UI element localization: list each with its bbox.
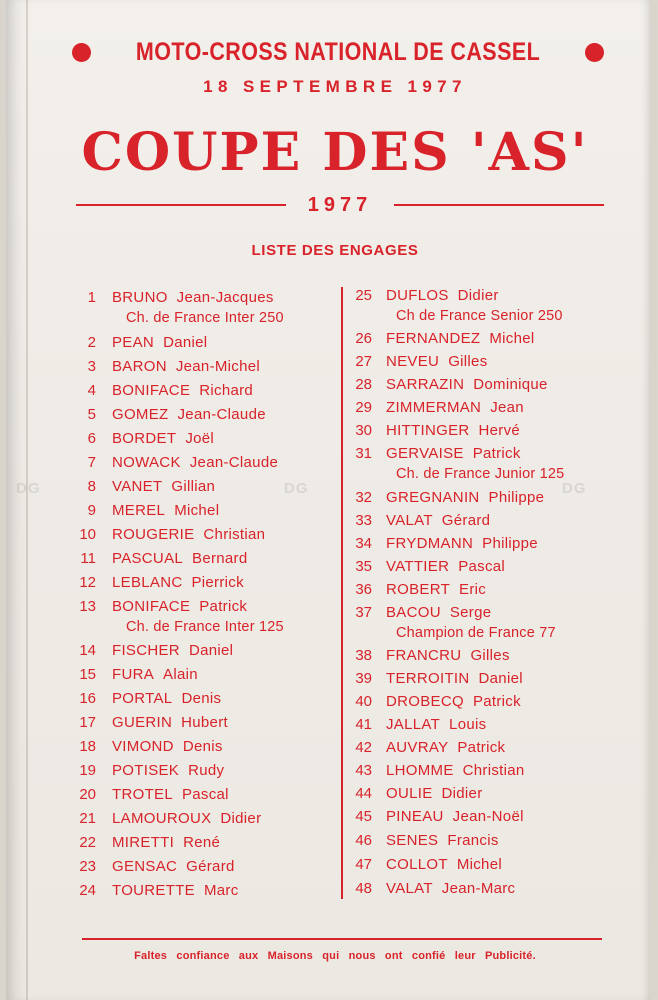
rider-first-name: Joël: [185, 430, 215, 447]
rider-first-name: Serge: [449, 604, 492, 621]
rider-last-name: DUFLOS: [386, 287, 449, 304]
entry-name: [112, 356, 260, 377]
watermark-2: DG: [284, 480, 309, 497]
entry-name: [386, 760, 525, 781]
rider-last-name: LAMOUROUX: [112, 810, 212, 827]
column-divider: [341, 287, 343, 899]
rider-last-name: VALAT: [386, 512, 433, 529]
rider-first-name: Gilles: [448, 353, 488, 370]
rider-first-name: Michel: [174, 502, 220, 519]
entry-name: [386, 397, 524, 418]
rider-first-name: Michel: [489, 330, 535, 347]
entry-number: 10: [79, 526, 96, 543]
year-left-rule: [76, 204, 286, 206]
entry-number: 40: [355, 693, 372, 710]
entry-number: 35: [355, 558, 372, 575]
rider-last-name: FURA: [112, 666, 155, 683]
entry-name: [112, 856, 235, 877]
watermark-1: DG: [16, 480, 41, 497]
entry-name: [386, 487, 544, 508]
rider-last-name: VALAT: [386, 880, 433, 897]
rider-first-name: Jean-Marc: [441, 880, 516, 897]
rider-last-name: MIRETTI: [112, 834, 175, 851]
rider-first-name: Richard: [199, 382, 254, 399]
entry-number: 39: [355, 670, 372, 687]
year-row: [76, 192, 604, 218]
rider-first-name: Jean: [490, 399, 524, 416]
entry-name: [386, 420, 520, 441]
rider-last-name: GENSAC: [112, 858, 178, 875]
rider-first-name: Rudy: [188, 762, 225, 779]
entry-title-note: Ch. de France Inter 125: [126, 619, 284, 635]
entry-number: 14: [79, 642, 96, 659]
watermark-3: DG: [562, 480, 587, 497]
entry-name: [386, 443, 521, 464]
rider-last-name: PEAN: [112, 334, 155, 351]
entry-number: 20: [79, 786, 96, 803]
entry-number: 43: [355, 762, 372, 779]
event-title: MOTO-CROSS NATIONAL DE CASSEL: [135, 37, 541, 66]
rider-last-name: ROUGERIE: [112, 526, 195, 543]
entry-name: [112, 596, 247, 617]
rider-first-name: Marc: [203, 882, 239, 899]
rider-first-name: Jean-Claude: [177, 406, 266, 423]
rider-first-name: Patrick: [199, 598, 248, 615]
rider-first-name: Patrick: [472, 445, 521, 462]
rider-last-name: NOWACK: [112, 454, 181, 471]
entry-number: 11: [80, 550, 96, 567]
entry-name: [112, 380, 253, 401]
rider-first-name: Francis: [447, 832, 499, 849]
entry-number: 25: [355, 287, 372, 304]
paper-sheet: [6, 0, 650, 1000]
entry-number: 16: [79, 690, 96, 707]
entry-number: 38: [355, 647, 372, 664]
entry-name: [112, 524, 265, 545]
rider-first-name: Dominique: [473, 376, 548, 393]
entry-name: [386, 830, 499, 851]
rider-first-name: Christian: [462, 762, 525, 779]
rider-last-name: FRYDMANN: [386, 535, 474, 552]
entry-name: [386, 351, 488, 372]
entry-number: 1: [87, 289, 96, 306]
entry-number: 48: [355, 880, 372, 897]
entry-number: 12: [79, 574, 96, 591]
rider-first-name: Eric: [459, 581, 487, 598]
right-dot-icon: [585, 43, 604, 62]
entry-number: 29: [355, 399, 372, 416]
rider-last-name: PORTAL: [112, 690, 173, 707]
rider-last-name: SENES: [386, 832, 439, 849]
rider-last-name: GUERIN: [112, 714, 173, 731]
entry-name: [112, 428, 214, 449]
rider-last-name: FISCHER: [112, 642, 180, 659]
rider-first-name: Patrick: [472, 693, 521, 710]
entry-number: 8: [87, 478, 96, 495]
entry-number: 9: [87, 502, 96, 519]
rider-first-name: Patrick: [457, 739, 506, 756]
rider-last-name: ZIMMERMAN: [386, 399, 482, 416]
rider-last-name: GREGNANIN: [386, 489, 480, 506]
rider-last-name: GERVAISE: [386, 445, 464, 462]
rider-first-name: Denis: [181, 690, 222, 707]
rider-first-name: Pascal: [181, 786, 229, 803]
rider-last-name: TROTEL: [112, 786, 173, 803]
entry-name: [112, 736, 223, 757]
entry-name: [112, 572, 244, 593]
entry-name: [112, 712, 228, 733]
rider-last-name: BONIFACE: [112, 382, 191, 399]
rider-first-name: Jean-Jacques: [176, 289, 274, 306]
cup-year: 1977: [307, 193, 373, 216]
rider-first-name: Daniel: [478, 670, 523, 687]
rider-first-name: René: [183, 834, 221, 851]
entry-name: [112, 476, 215, 497]
entry-name: [112, 548, 247, 569]
list-title: LISTE DES ENGAGES: [251, 242, 419, 259]
entry-name: [386, 285, 499, 306]
entry-name: [386, 806, 524, 827]
rider-first-name: Alain: [163, 666, 198, 683]
rider-first-name: Daniel: [163, 334, 208, 351]
entry-title-note: Ch. de France Junior 125: [396, 466, 565, 482]
cup-title: COUPE DES 'AS': [81, 122, 589, 183]
entry-title-note: Ch de France Senior 250: [396, 308, 563, 324]
entry-number: 27: [355, 353, 372, 370]
entry-name: [112, 760, 224, 781]
rider-first-name: Jean-Noël: [452, 808, 524, 825]
rider-last-name: GOMEZ: [112, 406, 169, 423]
rider-last-name: LHOMME: [386, 762, 454, 779]
rider-first-name: Michel: [456, 856, 502, 873]
entry-number: 28: [355, 376, 372, 393]
entry-number: 3: [87, 358, 96, 375]
rider-last-name: LEBLANC: [112, 574, 183, 591]
entry-number: 47: [355, 856, 372, 873]
rider-first-name: Philippe: [482, 535, 538, 552]
entry-name: [386, 374, 548, 395]
entry-name: [112, 664, 198, 685]
entry-name: [112, 640, 233, 661]
entry-name: [112, 500, 219, 521]
rider-last-name: HITTINGER: [386, 422, 470, 439]
rider-first-name: Jean-Michel: [175, 358, 261, 375]
entry-number: 21: [79, 810, 96, 827]
entry-number: 30: [355, 422, 372, 439]
rider-first-name: Pascal: [458, 558, 506, 575]
rider-last-name: BORDET: [112, 430, 177, 447]
rider-last-name: PINEAU: [386, 808, 444, 825]
entry-number: 32: [355, 489, 372, 506]
entry-name: [386, 533, 538, 554]
entry-number: 13: [79, 598, 96, 615]
footer-rule: [82, 938, 602, 940]
entry-number: 5: [87, 406, 96, 423]
rider-last-name: TOURETTE: [112, 882, 195, 899]
entry-name: [112, 688, 221, 709]
rider-last-name: FRANCRU: [386, 647, 462, 664]
entry-number: 33: [355, 512, 372, 529]
entry-number: 44: [355, 785, 372, 802]
entry-number: 19: [79, 762, 96, 779]
rider-last-name: BRUNO: [112, 289, 168, 306]
year-right-rule: [394, 204, 604, 206]
title-row: [72, 34, 604, 70]
entry-number: 22: [79, 834, 96, 851]
rider-first-name: Hubert: [181, 714, 228, 731]
rider-last-name: POTISEK: [112, 762, 180, 779]
entry-name: [112, 832, 220, 853]
entry-title-note: Ch. de France Inter 250: [126, 310, 284, 326]
entry-name: [112, 287, 274, 308]
entry-number: 46: [355, 832, 372, 849]
entry-name: [386, 878, 515, 899]
rider-last-name: OULIE: [386, 785, 433, 802]
footer-text: Faltes confiance aux Maisons qui nous ont confié leur Publicité.: [134, 950, 536, 962]
rider-last-name: VANET: [112, 478, 163, 495]
entry-number: 36: [355, 581, 372, 598]
entry-number: 6: [87, 430, 96, 447]
entry-name: [112, 452, 278, 473]
rider-first-name: Pierrick: [191, 574, 244, 591]
rider-last-name: TERROITIN: [386, 670, 470, 687]
entry-number: 4: [87, 382, 96, 399]
entry-number: 26: [355, 330, 372, 347]
rider-last-name: COLLOT: [386, 856, 448, 873]
entry-name: [386, 579, 486, 600]
entry-number: 18: [79, 738, 96, 755]
rider-first-name: Philippe: [488, 489, 545, 506]
entry-name: [386, 328, 535, 349]
entry-name: [386, 714, 486, 735]
rider-first-name: Gérard: [186, 858, 235, 875]
rider-last-name: BACOU: [386, 604, 441, 621]
rider-first-name: Gérard: [441, 512, 491, 529]
rider-last-name: AUVRAY: [386, 739, 449, 756]
rider-first-name: Louis: [449, 716, 487, 733]
entry-name: [112, 880, 239, 901]
entry-number: 41: [355, 716, 372, 733]
entry-name: [386, 737, 505, 758]
entry-name: [386, 783, 483, 804]
entry-name: [386, 510, 490, 531]
entry-title-note: Champion de France 77: [396, 625, 556, 641]
rider-last-name: MEREL: [112, 502, 166, 519]
rider-last-name: BARON: [112, 358, 167, 375]
rider-first-name: Jean-Claude: [189, 454, 279, 471]
rider-first-name: Didier: [220, 810, 262, 827]
entry-name: [386, 668, 523, 689]
entry-number: 23: [79, 858, 96, 875]
rider-first-name: Hervé: [478, 422, 521, 439]
rider-last-name: SARRAZIN: [386, 376, 465, 393]
rider-first-name: Didier: [457, 287, 499, 304]
entry-name: [386, 691, 521, 712]
rider-last-name: VATTIER: [386, 558, 450, 575]
rider-first-name: Bernard: [192, 550, 248, 567]
entry-name: [112, 808, 261, 829]
rider-last-name: NEVEU: [386, 353, 440, 370]
rider-last-name: VIMOND: [112, 738, 174, 755]
rider-last-name: DROBECQ: [386, 693, 464, 710]
rider-first-name: Denis: [182, 738, 223, 755]
entry-name: [386, 602, 491, 623]
rider-last-name: FERNANDEZ: [386, 330, 481, 347]
rider-first-name: Didier: [441, 785, 483, 802]
left-dot-icon: [72, 43, 91, 62]
event-date: 18 SEPTEMBRE 1977: [203, 77, 467, 96]
rider-last-name: PASCUAL: [112, 550, 184, 567]
rider-first-name: Gilles: [470, 647, 510, 664]
entry-name: [386, 556, 505, 577]
rider-first-name: Christian: [203, 526, 266, 543]
entry-number: 42: [355, 739, 372, 756]
entry-number: 37: [355, 604, 372, 621]
entry-name: [112, 404, 266, 425]
rider-first-name: Gillian: [171, 478, 216, 495]
entry-name: [386, 854, 502, 875]
entry-number: 45: [355, 808, 372, 825]
entry-name: [386, 645, 510, 666]
rider-last-name: JALLAT: [386, 716, 441, 733]
entry-number: 2: [87, 334, 96, 351]
entry-number: 34: [355, 535, 372, 552]
entry-number: 24: [79, 882, 96, 899]
entry-number: 7: [87, 454, 96, 471]
entry-number: 15: [79, 666, 96, 683]
entry-name: [112, 332, 207, 353]
rider-first-name: Daniel: [188, 642, 234, 659]
rider-last-name: ROBERT: [386, 581, 451, 598]
entry-name: [112, 784, 229, 805]
entry-number: 17: [79, 714, 96, 731]
entry-number: 31: [355, 445, 372, 462]
rider-last-name: BONIFACE: [112, 598, 191, 615]
